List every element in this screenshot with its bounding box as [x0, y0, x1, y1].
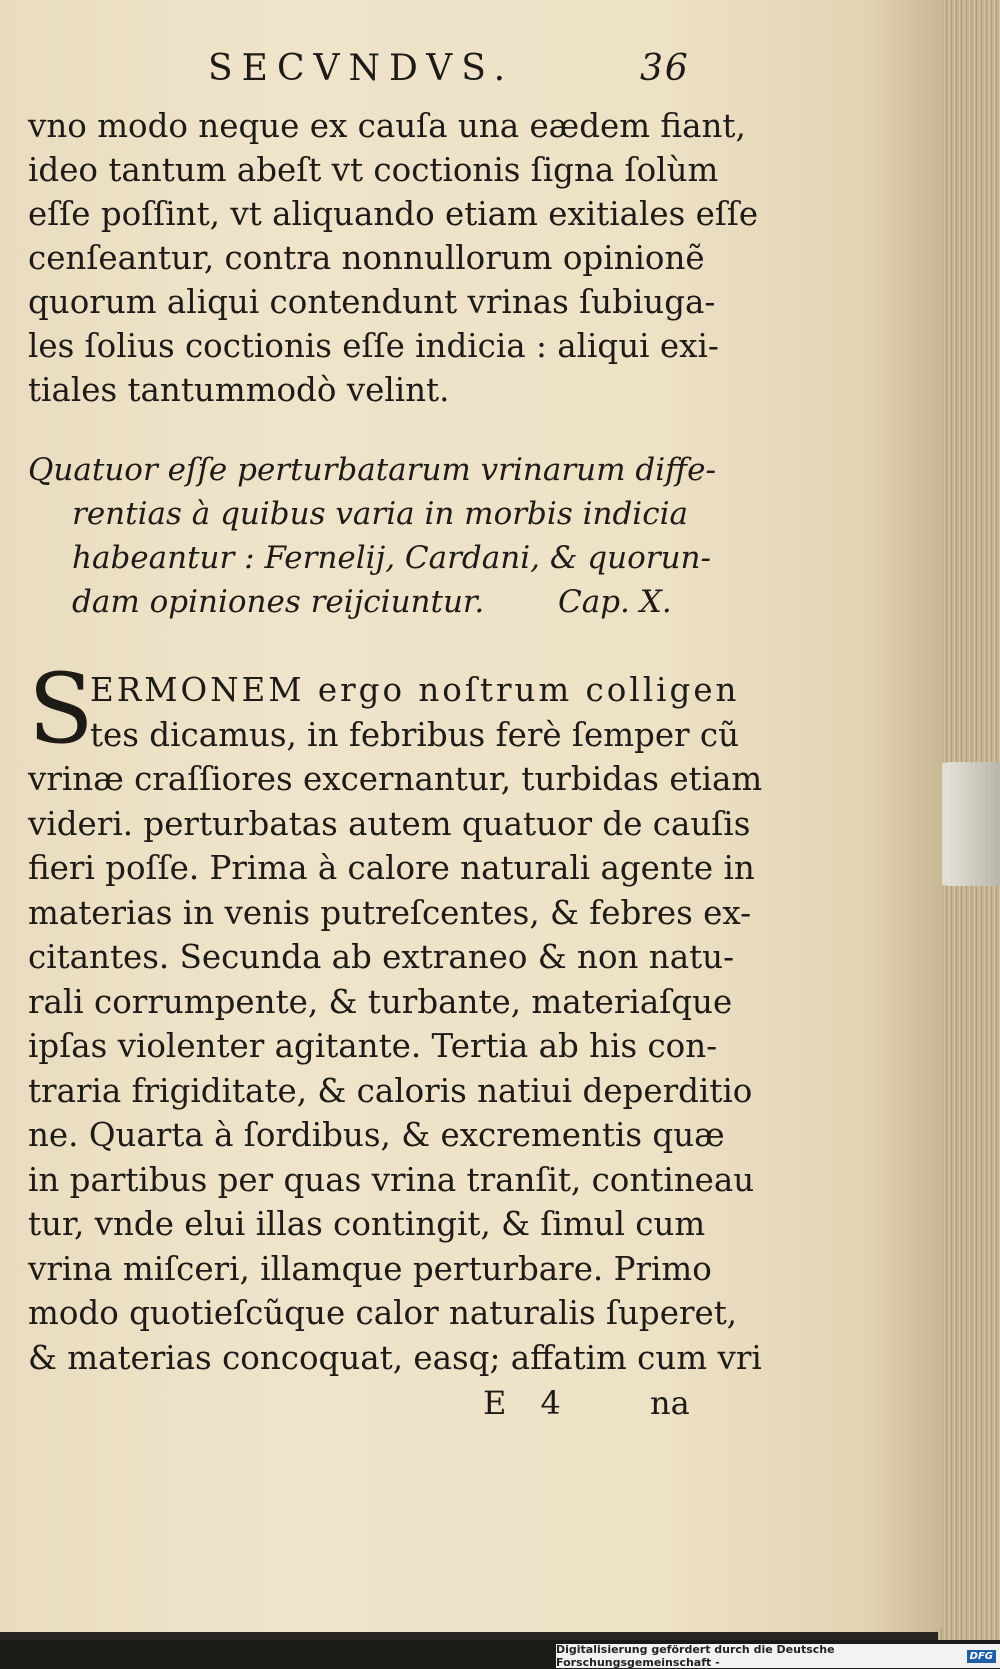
heading-line: habeantur : Fernelij, Cardani, & quorun- [72, 540, 711, 576]
signature-mark: E 4 [483, 1384, 573, 1422]
text-line: tes dicamus, in febribus ferè ſemper cũ [90, 715, 740, 754]
text-line: in partibus per quas vrina tranſit, contineau [28, 1160, 755, 1199]
running-head [28, 48, 728, 104]
text-line: ideo tantum abeſt vt coctionis ſigna ſolùm [28, 151, 719, 189]
text-line: traria frigiditate, & caloris natiui deperditio [28, 1071, 753, 1110]
text-line: ERMONEM ergo noſtrum colligen [90, 671, 740, 709]
text-line: rali corrumpente, & turbante, materiaſque [28, 982, 733, 1021]
text-line: modo quotieſcũque calor naturalis ſuperet, [28, 1294, 738, 1332]
text-line: fieri poſſe. Prima à calore naturali agente in [28, 849, 755, 887]
paragraph-2 [28, 653, 763, 1380]
text-line: tur, vnde elui illas contingit, & ſimul cum [28, 1205, 706, 1243]
text-line: citantes. Secunda ab extraneo & non natu- [28, 938, 735, 976]
text-line: vno modo neque ex cauſa una eædem fiant, [28, 107, 746, 145]
text-line: les ſolius coctionis eſſe indicia : aliqui exi- [28, 327, 719, 365]
page-foot [28, 1384, 728, 1432]
text-line: cenſeantur, contra nonnullorum opinionẽ [28, 239, 705, 277]
catchword: na [650, 1384, 690, 1422]
page-text-block [28, 48, 763, 1432]
text-line: & materias concoquat, easq; affatim cum vri [28, 1338, 762, 1377]
text-line: materias in venis putreſcentes, & febres ex- [28, 893, 752, 932]
page-number: 36 [640, 48, 690, 89]
text-line: vrina miſceri, illamque perturbare. Primo [28, 1249, 712, 1288]
text-line: vrinæ craſſiores excernantur, turbidas etiam [28, 760, 763, 798]
text-line: quorum aliqui contendunt vrinas ſubiuga- [28, 283, 716, 321]
heading-line: Quatuor eſſe perturbatarum vrinarum diffe- [28, 452, 716, 488]
heading-line: dam opiniones reijciuntur. [72, 584, 485, 620]
dfg-logo: DFG [967, 1650, 996, 1663]
text-line: ne. Quarta à ſordibus, & excrementis quæ [28, 1116, 725, 1154]
paragraph-1 [28, 104, 759, 412]
running-head-title: SECVNDVS. [208, 48, 515, 89]
credit-text: Digitalisierung gefördert durch die Deutsche Forschungsgemeinschaft - [556, 1643, 835, 1669]
text-line: ipſas violenter agitante. Tertia ab his con- [28, 1027, 718, 1065]
chapter-heading [28, 448, 728, 624]
text-line: eſſe poſſint, vt aliquando etiam exitiales eſſe [28, 195, 759, 233]
text-line: videri. perturbatas autem quatuor de cauſis [28, 804, 751, 843]
chapter-label: Cap. X. [558, 584, 672, 620]
drop-capital: S [28, 653, 94, 765]
text-line: tiales tantummodò velint. [28, 371, 450, 409]
heading-line-last [28, 580, 728, 624]
digitization-credit [556, 1644, 1000, 1668]
heading-line: rentias à quibus varia in morbis indicia [72, 496, 688, 532]
